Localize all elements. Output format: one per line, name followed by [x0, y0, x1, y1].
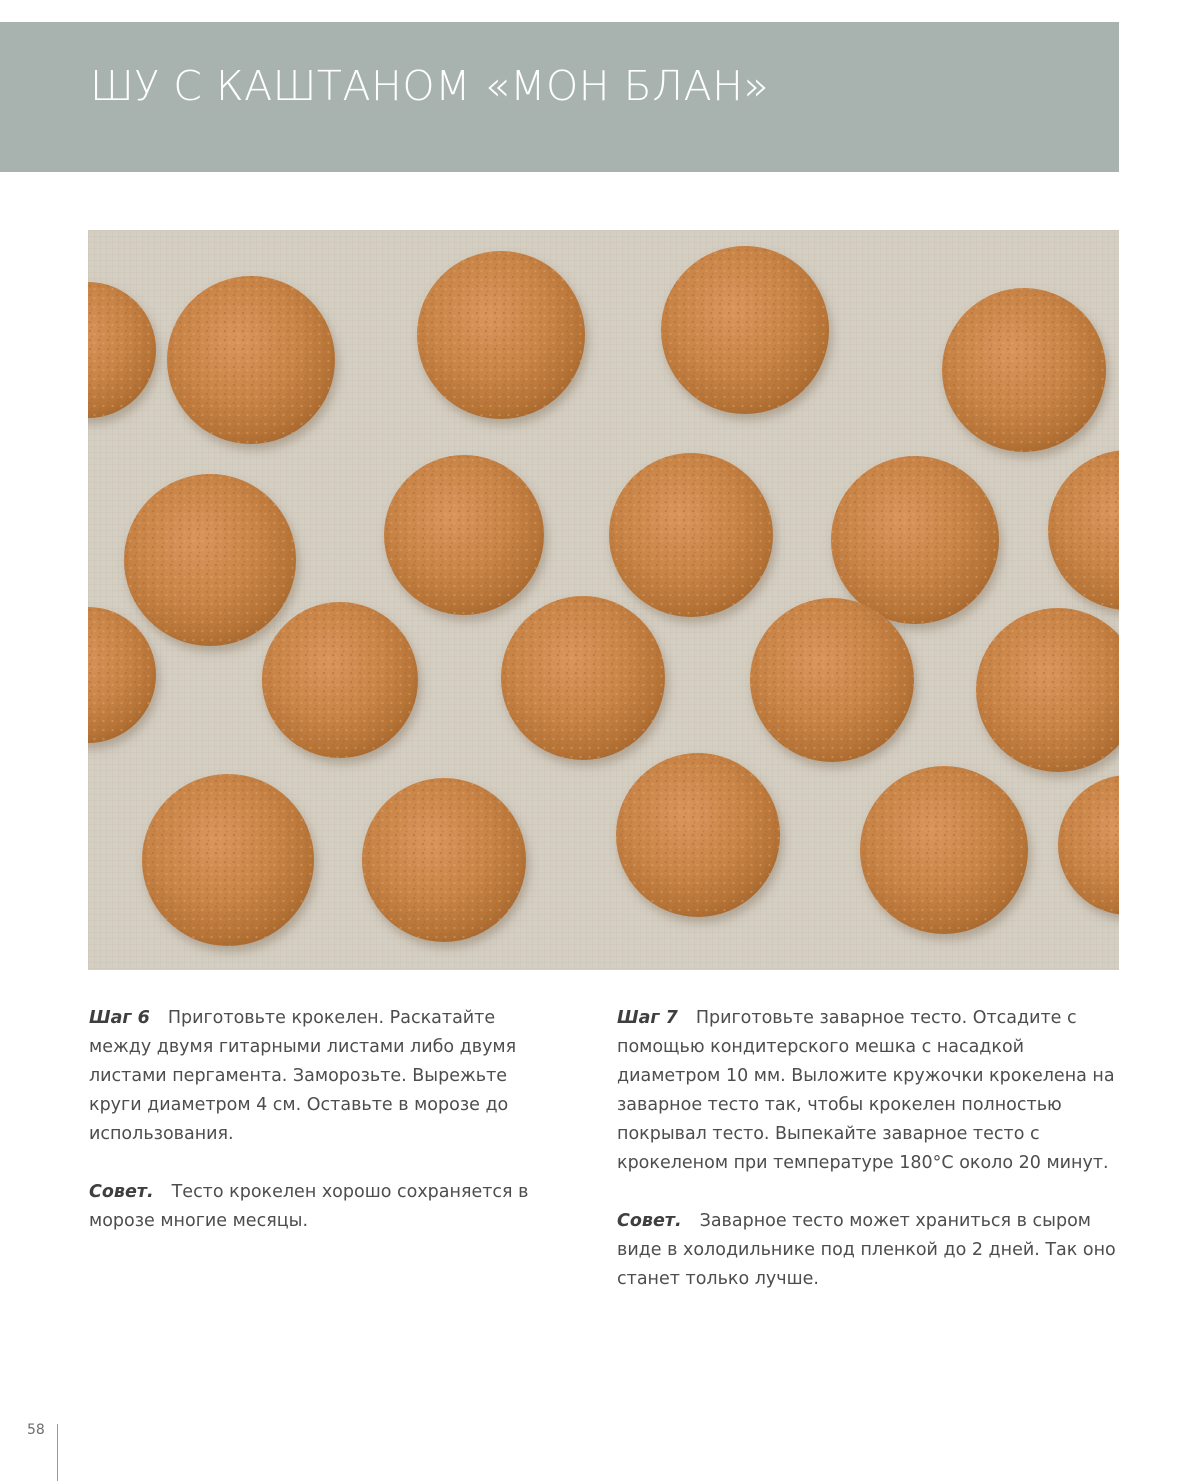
right-column	[617, 1004, 1117, 1323]
choux-photo	[88, 230, 1119, 970]
choux-bun	[417, 251, 585, 419]
choux-bun	[616, 753, 780, 917]
choux-bun	[362, 778, 526, 942]
tip-1-text: Тесто крокелен хорошо сохраняется в морозе многие месяцы.	[89, 1182, 529, 1231]
step-6-paragraph	[89, 1004, 549, 1149]
choux-bun	[750, 598, 914, 762]
tip-1-label: Совет.	[89, 1182, 154, 1202]
tip-2-text: Заварное тесто может храниться в сыром виде в холодильнике под пленкой до 2 дней. Так оно станет только лучше.	[617, 1211, 1116, 1289]
step-7-paragraph	[617, 1004, 1117, 1178]
tip-2-label: Совет.	[617, 1211, 682, 1231]
step-6-text: Приготовьте крокелен. Раскатайте между двумя гитарными листами либо двумя листами пергамента. Заморозьте. Вырежьте круги диаметром 4 см. Оставьте в морозе до использования.	[89, 1008, 517, 1144]
choux-bun	[124, 474, 296, 646]
page-title: ШУ С КАШТАНОМ «МОН БЛАН»	[90, 62, 770, 110]
choux-bun	[860, 766, 1028, 934]
page-number-rule	[57, 1424, 58, 1481]
step-7-text: Приготовьте заварное тесто. Отсадите с помощью кондитерского мешка с насадкой диаметром 10 мм. Выложите кружочки крокелена на заварное тесто так, чтобы крокелен полностью покрывал тесто. Выпекайте заварное тесто с крокеленом при температуре 180°С около 20 минут.	[617, 1008, 1115, 1173]
choux-bun	[384, 455, 544, 615]
choux-bun	[142, 774, 314, 946]
choux-bun	[831, 456, 999, 624]
choux-bun	[942, 288, 1106, 452]
tip-2-paragraph	[617, 1207, 1117, 1294]
choux-bun	[167, 276, 335, 444]
step-6-label: Шаг 6	[89, 1008, 150, 1028]
choux-bun	[501, 596, 665, 760]
page-number: 58	[27, 1422, 45, 1438]
choux-bun	[609, 453, 773, 617]
choux-bun	[661, 246, 829, 414]
step-7-label: Шаг 7	[617, 1008, 678, 1028]
tip-1-paragraph	[89, 1178, 549, 1236]
choux-bun	[262, 602, 418, 758]
left-column	[89, 1004, 549, 1265]
